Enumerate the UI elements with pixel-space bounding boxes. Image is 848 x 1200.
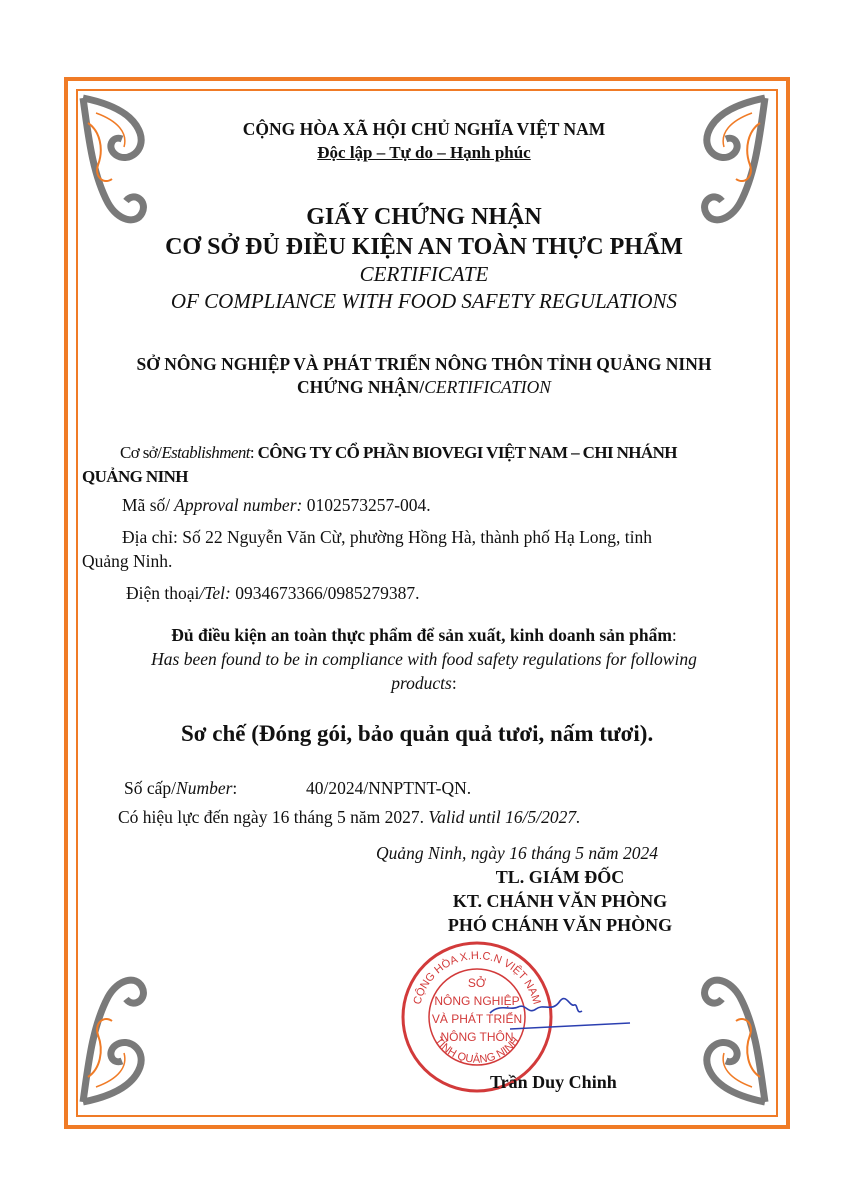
approval-value: 0102573257-004.	[302, 495, 431, 515]
signatory-title-2: KT. CHÁNH VĂN PHÒNG	[452, 891, 668, 911]
certification-vn: CHỨNG NHẬN/	[297, 377, 425, 397]
compliance-statement-vn	[80, 624, 768, 646]
certificate-title-vn-line2: CƠ SỞ ĐỦ ĐIỀU KIỆN AN TOÀN THỰC PHẨM	[165, 234, 683, 260]
tel-label-en: /Tel:	[199, 583, 231, 603]
establishment-line	[120, 442, 677, 464]
seal-center-3: VÀ PHÁT TRIỂN	[431, 1012, 523, 1026]
place-and-date: Quảng Ninh, ngày 16 tháng 5 năm 2024	[376, 843, 658, 863]
approval-label-en: Approval number:	[170, 495, 303, 515]
number-label-vn: Số cấp/	[124, 778, 177, 798]
certification-heading	[80, 376, 768, 398]
establishment-name-continued: QUẢNG NINH	[82, 467, 188, 486]
compliance-statement-en-line2	[80, 672, 768, 694]
corner-ornament-bottom-left	[78, 967, 148, 1107]
validity-en: Valid until 16/5/2027.	[428, 807, 581, 827]
address-continued: Quảng Ninh.	[82, 551, 173, 571]
seal-center-2: NÔNG NGHIỆP	[434, 994, 520, 1008]
seal-center-1: SỞ	[467, 976, 487, 990]
validity-line	[118, 806, 581, 828]
compliance-en-products: products	[391, 673, 452, 693]
certificate-title-en-line2: OF COMPLIANCE WITH FOOD SAFETY REGULATIONS	[170, 289, 678, 313]
establishment-label-en: Establishment	[161, 443, 250, 462]
certification-en: CERTIFICATION	[424, 377, 551, 397]
national-motto	[80, 142, 768, 164]
telephone-line	[126, 582, 419, 604]
address-label: Địa chỉ:	[122, 527, 178, 547]
signatory-title-1: TL. GIÁM ĐỐC	[495, 867, 625, 887]
address-line	[122, 526, 652, 548]
handwritten-signature	[470, 985, 640, 1045]
certificate-title-vn-line1: GIẤY CHỨNG NHẬN	[306, 204, 542, 230]
validity-vn: Có hiệu lực đến ngày 16 tháng 5 năm 2027.	[118, 807, 429, 827]
approval-label: Mã số/	[122, 495, 171, 515]
compliance-vn-text: Đủ điều kiện an toàn thực phẩm để sản xuất, kinh doanh sản phẩm	[171, 625, 672, 645]
product-scope: Sơ chế (Đóng gói, bảo quản quả tươi, nấm tươi).	[181, 721, 654, 746]
establishment-name: CÔNG TY CỔ PHẦN BIOVEGI VIỆT NAM – CHI NHÁNH	[257, 443, 677, 462]
motto-text: Độc lập – Tự do – Hạnh phúc	[317, 143, 531, 162]
seal-ring-top: CỘNG HÒA X.H.C.N VIỆT NAM	[411, 949, 543, 1006]
address-value: Số 22 Nguyễn Văn Cừ, phường Hồng Hà, thành phố Hạ Long, tỉnh	[177, 527, 653, 547]
certificate-title-en-line1: CERTIFICATE	[359, 262, 489, 286]
tel-label: Điện thoại	[126, 583, 200, 603]
compliance-vn-colon: :	[671, 625, 677, 645]
national-title: CỘNG HÒA XÃ HỘI CHỦ NGHĨA VIỆT NAM	[242, 119, 606, 139]
corner-ornament-bottom-right	[700, 967, 770, 1107]
number-colon: :	[232, 778, 238, 798]
approval-number-line	[122, 494, 431, 516]
issuing-department: SỞ NÔNG NGHIỆP VÀ PHÁT TRIỂN NÔNG THÔN TỈNH QUẢNG NINH	[136, 354, 712, 374]
signer-name: Trần Duy Chinh	[490, 1072, 617, 1092]
signatory-title-3: PHÓ CHÁNH VĂN PHÒNG	[447, 915, 673, 935]
seal-center-4: NÔNG THÔN	[440, 1030, 514, 1044]
compliance-statement-en-line1: Has been found to be in compliance with food safety regulations for following	[151, 649, 697, 669]
compliance-en-colon: :	[451, 673, 457, 693]
tel-value: 0934673366/0985279387.	[230, 583, 420, 603]
certificate-number: 40/2024/NNPTNT-QN.	[306, 778, 472, 798]
number-label-en: Number	[176, 778, 233, 798]
seal-ring-bottom: TỈNH QUẢNG NINH	[432, 1035, 522, 1066]
establishment-label: Cơ sở/	[120, 443, 162, 462]
establishment-colon: :	[249, 443, 258, 462]
number-label	[124, 777, 237, 799]
